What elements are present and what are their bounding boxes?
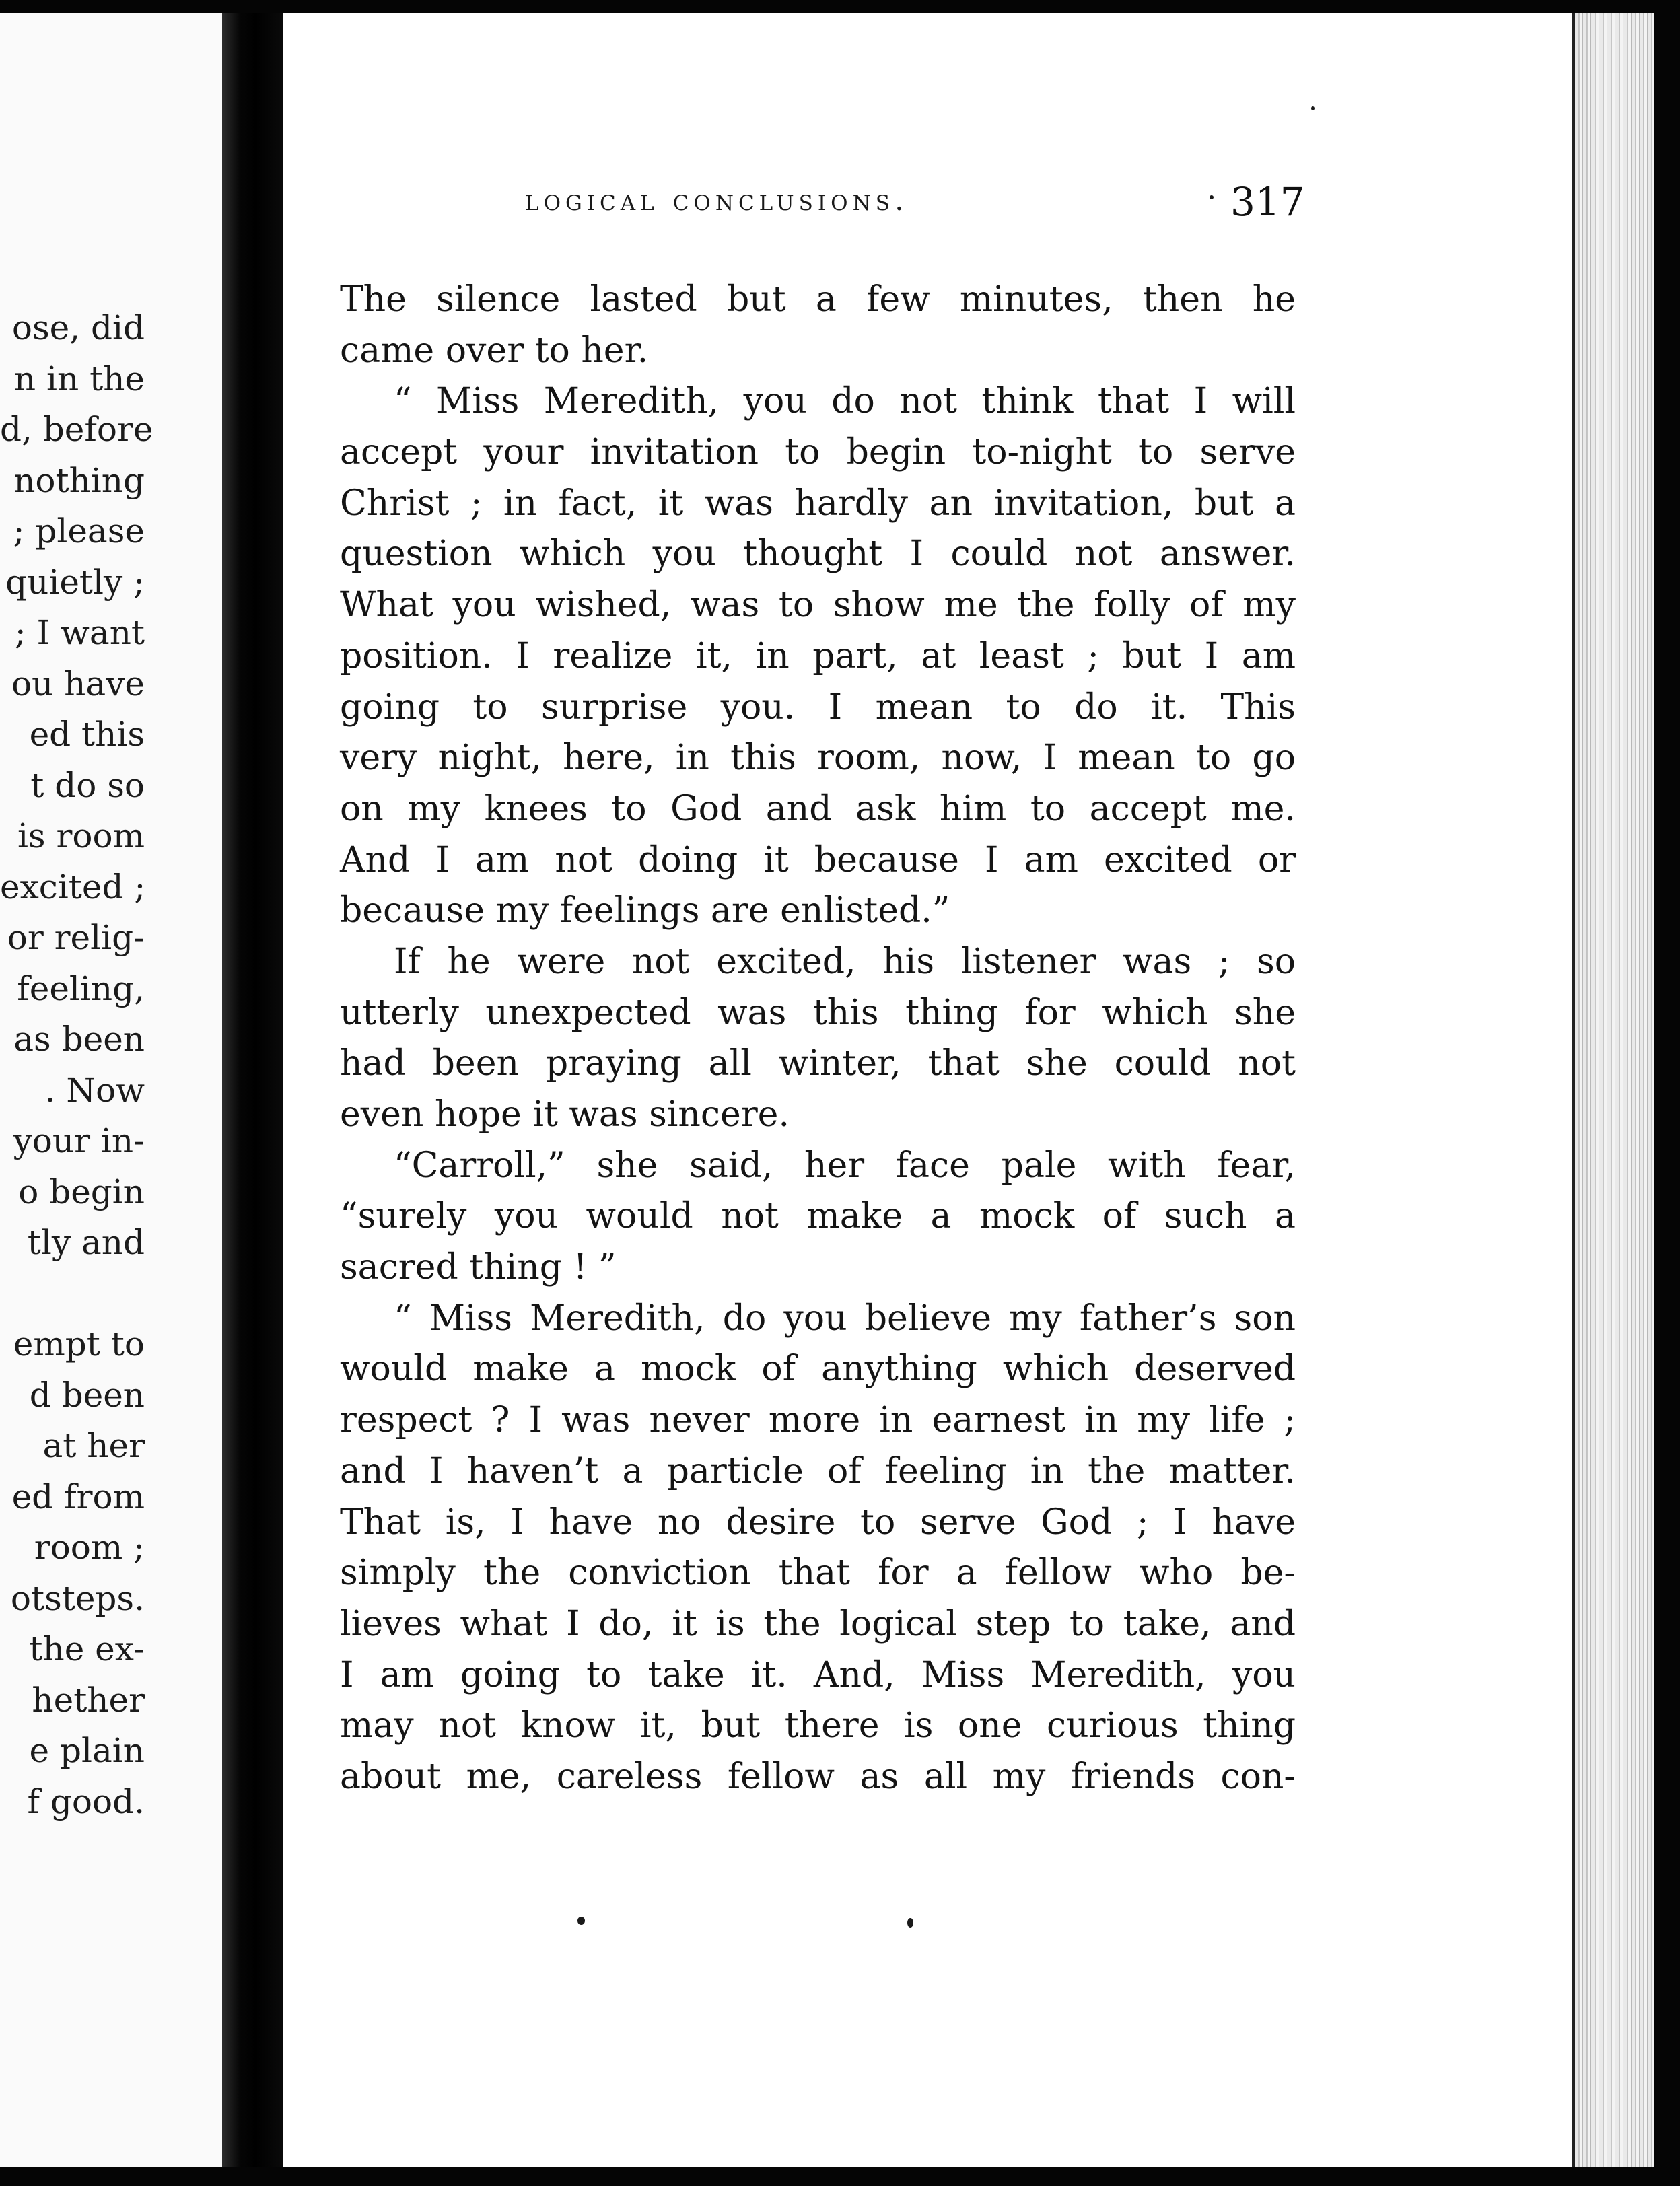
running-head: logical conclusions. bbox=[525, 183, 909, 217]
scanner-frame-right bbox=[1654, 0, 1680, 2186]
left-page-line: ou have bbox=[11, 664, 145, 703]
left-page-line: feeling, bbox=[17, 968, 145, 1008]
text-line: “ Miss Meredith, you do not think that I will bbox=[394, 381, 1296, 422]
left-page-line: . Now bbox=[44, 1070, 145, 1110]
text-line: And I am not doing it because I am excited or bbox=[340, 839, 1296, 880]
text-line: sacred thing ! ” bbox=[340, 1247, 617, 1288]
ink-speck bbox=[578, 1917, 585, 1925]
left-page-line: tly and bbox=[27, 1223, 145, 1262]
ink-speck bbox=[1311, 106, 1315, 110]
text-line: What you wished, was to show me the folly of my bbox=[340, 585, 1296, 626]
ink-speck bbox=[907, 1918, 913, 1928]
left-page-line: ose, did bbox=[11, 308, 145, 347]
left-page-line: ; please bbox=[13, 512, 145, 551]
left-page-line: is room bbox=[17, 816, 145, 855]
left-page-line bbox=[0, 1269, 145, 1320]
text-line: and I haven’t a particle of feeling in the matter. bbox=[340, 1450, 1296, 1491]
text-line: position. I realize it, in part, at least ; but I am bbox=[340, 635, 1296, 676]
left-page-line: ed from bbox=[11, 1477, 145, 1516]
text-line: on my knees to God and ask him to accept me. bbox=[340, 788, 1296, 829]
left-page-line: e plain bbox=[29, 1731, 145, 1770]
left-page-line: t do so bbox=[30, 765, 145, 805]
left-page-line: as been bbox=[13, 1020, 145, 1059]
text-line: because my feelings are enlisted.” bbox=[340, 890, 950, 931]
left-page-line: ; I want bbox=[14, 613, 145, 652]
text-line: respect ? I was never more in earnest in my life ; bbox=[340, 1400, 1296, 1441]
left-page-line: d, before bbox=[0, 410, 153, 449]
body-text bbox=[340, 275, 1296, 1803]
text-line: going to surprise you. I mean to do it. This bbox=[340, 686, 1296, 728]
text-line: The silence lasted but a few minutes, then he bbox=[340, 279, 1296, 320]
left-page-line: room ; bbox=[34, 1528, 145, 1567]
book-gutter bbox=[222, 13, 283, 2167]
text-line: I am going to take it. And, Miss Meredith, you bbox=[340, 1654, 1296, 1695]
text-line: utterly unexpected was this thing for which she bbox=[340, 992, 1296, 1033]
text-line: would make a mock of anything which deserved bbox=[340, 1349, 1296, 1390]
text-line: lieves what I do, it is the logical step to take, and bbox=[340, 1603, 1296, 1644]
left-page-line: hether bbox=[32, 1680, 145, 1720]
left-page-line: empt to bbox=[13, 1325, 145, 1364]
text-line: may not know it, but there is one curious thing bbox=[340, 1705, 1296, 1747]
left-page-line: d been bbox=[29, 1375, 145, 1415]
left-page-line: your in- bbox=[13, 1121, 145, 1160]
text-line: That is, I have no desire to serve God ; I have bbox=[340, 1502, 1296, 1543]
text-line: accept your invitation to begin to-night to serve bbox=[340, 432, 1296, 473]
left-facing-page bbox=[0, 13, 222, 2167]
text-line: “ Miss Meredith, do you believe my father’s son bbox=[394, 1298, 1296, 1339]
left-page-line: f good. bbox=[27, 1782, 145, 1821]
left-page-line: ed this bbox=[29, 715, 145, 754]
left-page-line: n in the bbox=[13, 359, 145, 398]
ink-speck bbox=[1210, 195, 1214, 199]
left-page-line: the ex- bbox=[29, 1629, 145, 1668]
left-page-text-fragments bbox=[0, 303, 153, 1827]
left-page-line: excited ; bbox=[0, 867, 146, 907]
text-line: Christ ; in fact, it was hardly an invitation, but a bbox=[340, 483, 1296, 524]
scanner-frame-top bbox=[0, 0, 1680, 13]
page-edges bbox=[1575, 13, 1654, 2167]
scanner-frame-bottom bbox=[0, 2167, 1680, 2186]
page-number: 317 bbox=[1230, 179, 1305, 225]
left-page-line: o begin bbox=[18, 1172, 145, 1211]
text-line: question which you thought I could not answer. bbox=[340, 534, 1296, 575]
text-line: very night, here, in this room, now, I mean to go bbox=[340, 738, 1296, 779]
left-page-line: nothing bbox=[13, 460, 145, 500]
text-line: simply the conviction that for a fellow who be- bbox=[340, 1553, 1296, 1594]
text-line: “surely you would not make a mock of such a bbox=[340, 1196, 1296, 1237]
text-line: came over to her. bbox=[340, 330, 649, 371]
text-line: about me, careless fellow as all my friends con- bbox=[340, 1756, 1296, 1797]
text-line: even hope it was sincere. bbox=[340, 1094, 790, 1135]
text-line: had been praying all winter, that she could not bbox=[340, 1043, 1296, 1084]
left-page-line: or relig- bbox=[7, 918, 145, 957]
text-line: If he were not excited, his listener was ; so bbox=[394, 941, 1296, 982]
text-line: “Carroll,” she said, her face pale with fear, bbox=[394, 1145, 1296, 1186]
left-page-line: otsteps. bbox=[10, 1578, 145, 1618]
left-page-line: quietly ; bbox=[5, 562, 145, 602]
left-page-line: at her bbox=[42, 1426, 145, 1465]
